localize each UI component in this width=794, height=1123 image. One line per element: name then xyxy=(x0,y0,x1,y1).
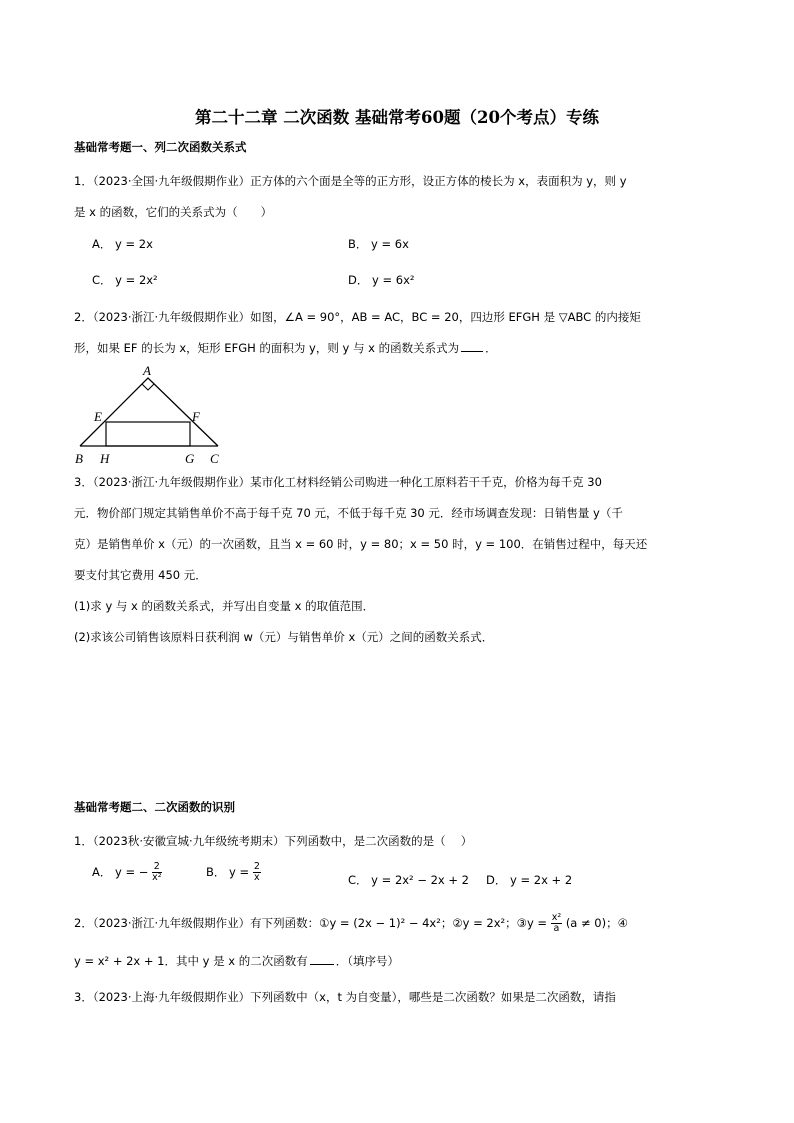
s2-q1-option-b: B． y = $\frac{2}{x}$ xyxy=(206,861,260,883)
s2-q2-line1: 2．（2023·浙江·九年级假期作业）有下列函数：①y = (2x − 1)² − 4x²；②y = 2x²；③y = $\frac{\text{x²}}{a}$ (a ≠ 0)；④ xyxy=(74,912,628,934)
q1-option-d: D． y = 6x² xyxy=(348,273,415,287)
q1-option-a: A． y = 2x xyxy=(92,237,153,251)
answer-blank xyxy=(310,954,334,965)
s2-q1-option-d: D． y = 2x + 2 xyxy=(486,873,573,887)
q3-sub1: (1)求 y 与 x 的函数关系式，并写出自变量 x 的取值范围． xyxy=(74,599,375,613)
page-title: 第二十二章 二次函数 基础常考60题（20个考点）专练 xyxy=(195,108,599,127)
q2-line2: 形，如果 EF 的长为 x，矩形 EFGH 的面积为 y，则 y 与 x 的函数关系式为 ． xyxy=(74,341,497,355)
q1-option-c: C． y = 2x² xyxy=(92,273,158,287)
q1-line2: 是 x 的函数，它们的关系式为（ ） xyxy=(74,205,273,219)
s2-q1-line1: 1．（2023秋·安徽宣城·九年级统考期末）下列函数中，是二次函数的是（ ） xyxy=(74,834,473,848)
q3-line4: 要支付其它费用 450 元． xyxy=(74,568,207,582)
label-b: B xyxy=(75,451,83,466)
s2-q1-option-c: C． y = 2x² − 2x + 2 xyxy=(348,873,470,887)
s2-q2-line2: y = x² + 2x + 1．其中 y 是 x 的二次函数有 ．（填序号） xyxy=(74,954,399,968)
q3-sub2: (2)求该公司销售该原料日获利润 w（元）与销售单价 x（元）之间的函数关系式． xyxy=(74,630,494,644)
q3-line3: 克）是销售单价 x（元）的一次函数，且当 x = 60 时，y = 80；x = 50 时，y = 100．在销售过程中，每天还 xyxy=(74,537,648,551)
answer-blank xyxy=(461,341,483,352)
label-g: G xyxy=(185,451,195,466)
fraction: $\frac{\text{x²}}{a}$ xyxy=(551,912,562,934)
q3-line1: 3．（2023·浙江·九年级假期作业）某市化工材料经销公司购进一种化工原料若干千克，价格为每千克 30 xyxy=(74,475,602,489)
fraction: $\frac{2}{\text{x²}}$ xyxy=(152,861,162,883)
label-h: H xyxy=(100,451,110,466)
q1-line1: 1．（2023·全国·九年级假期作业）正方体的六个面是全等的正方形，设正方体的棱长为 x，表面积为 y，则 y xyxy=(74,174,627,188)
q2-line1: 2．（2023·浙江·九年级假期作业）如图，∠A = 90°，AB = AC，BC = 20，四边形 EFGH 是 ▽ABC 的内接矩 xyxy=(74,310,641,324)
s2-q1-option-a: A． y = − $\frac{2}{\text{x²}}$ xyxy=(92,861,162,883)
fraction: $\frac{2}{x}$ xyxy=(253,861,260,883)
label-f: F xyxy=(192,409,200,424)
label-e: E xyxy=(94,409,102,424)
q3-line2: 元．物价部门规定其销售单价不高于每千克 70 元，不低于每千克 30 元．经市场调查发现：日销售量 y（千 xyxy=(74,506,623,520)
s2-q3-line1: 3．（2023·上海·九年级假期作业）下列函数中（x，t 为自变量），哪些是二次函数？如果是二次函数，请指 xyxy=(74,990,616,1004)
section-heading-2: 基础常考题二、二次函数的识别 xyxy=(74,800,235,814)
label-c: C xyxy=(210,451,219,466)
section-heading-1: 基础常考题一、列二次函数关系式 xyxy=(74,140,247,154)
q1-option-b: B． y = 6x xyxy=(348,237,409,251)
label-a: A xyxy=(143,363,151,378)
triangle-rectangle-figure xyxy=(72,362,232,466)
